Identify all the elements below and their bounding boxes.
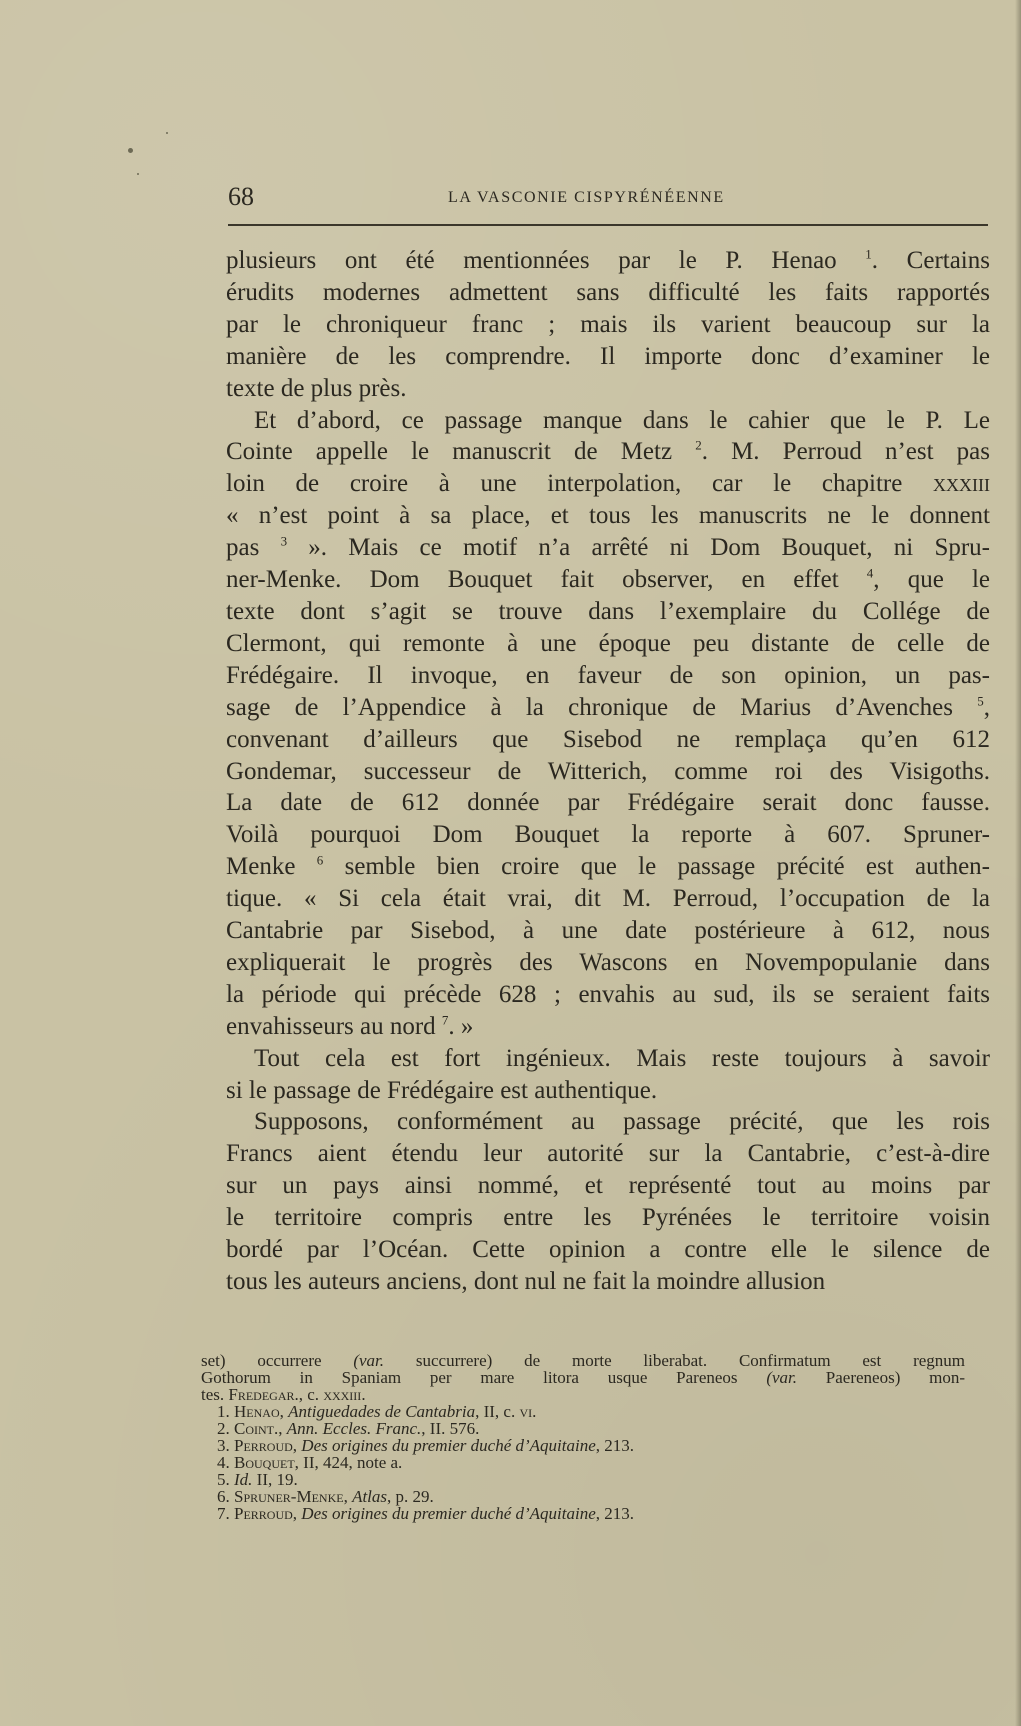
footnote-ref[interactable]: 7: [441, 1012, 449, 1028]
text-line: Menke $^6$ semble bien croire que le passage précité est authen-: [226, 852, 991, 881]
text-line: Frédégaire. Il invoque, en faveur de son opinion, un pas-: [226, 661, 990, 689]
footnote-title: Des origines du premier duché d’Aquitaine: [301, 1436, 596, 1455]
text-line: Cointe appelle le manuscrit de Metz $^2$. M. Perroud n’est pas: [226, 438, 990, 466]
footnote-1: 1. Henao, Antiguedades de Cantabria, II, c. vi.: [217, 1402, 537, 1421]
footnote-ref[interactable]: 3: [280, 533, 288, 549]
footnote-number: 5.: [217, 1470, 230, 1489]
text-line: Francs aient étendu leur autorité sur la Cantabrie, c’est-à-dire: [226, 1140, 990, 1168]
footnote-author: Spruner-Menke: [234, 1487, 344, 1506]
footnote-title: Des origines du premier duché d’Aquitaine: [301, 1504, 596, 1523]
footnote-author: Perroud: [234, 1436, 293, 1455]
paper-speck: [128, 148, 133, 153]
text-line: le territoire compris entre les Pyrénées le territoire voisin: [226, 1204, 990, 1232]
footnote-continuation-line: tes. Fredegar., c. xxxiii.: [201, 1385, 366, 1404]
footnote-number: 7.: [217, 1504, 230, 1523]
footnote-number: 6.: [217, 1487, 230, 1506]
text-line: texte de plus près.: [226, 374, 407, 402]
footnote-7: 7. Perroud, Des origines du premier duché d’Aquitaine, 213.: [217, 1504, 635, 1523]
footnote-title: Antiguedades de Cantabria: [288, 1402, 476, 1421]
text-line: tous les auteurs anciens, dont nul ne fait la moindre allusion: [226, 1268, 826, 1295]
text-line: « n’est point à sa place, et tous les manuscrits ne le donnent: [226, 502, 990, 530]
text-line: Supposons, conformément au passage précité, que les rois: [254, 1108, 990, 1136]
paragraph: [226, 245, 990, 405]
paragraph: [226, 405, 990, 1043]
footnote-number: 2.: [217, 1419, 230, 1438]
running-head: [228, 182, 988, 212]
footnote-author: Coint.: [234, 1419, 279, 1438]
text-line: manière de les comprendre. Il importe donc d’examiner le: [226, 342, 990, 370]
footnote-number: 3.: [217, 1436, 230, 1455]
footnote-ref[interactable]: 5: [977, 693, 984, 709]
text-line: sage de l’Appendice à la chronique de Marius d’Avenches $^5$,: [226, 693, 990, 721]
text-line: par le chroniqueur franc ; mais ils varient beaucoup sur la: [226, 310, 990, 338]
footnote-author: Bouquet: [234, 1453, 295, 1472]
text-line: sur un pays ainsi nommé, et représenté tout au moins par: [226, 1172, 990, 1200]
footnotes: [201, 1352, 965, 1522]
text-line: ner-Menke. Dom Bouquet fait observer, en effet $^4$, que le: [226, 565, 990, 594]
text-line: si le passage de Frédégaire est authentique.: [226, 1076, 658, 1104]
page-number: 68: [228, 182, 254, 211]
text-line: texte dont s’agit se trouve dans l’exemplaire du Collége de: [226, 597, 990, 625]
paragraph: [226, 1043, 990, 1107]
footnote-number: 4.: [217, 1453, 230, 1472]
footnote-title: Atlas: [352, 1487, 388, 1506]
text-line: plusieurs ont été mentionnées par le P. Henao $^1$. Certains: [226, 246, 990, 274]
footnote-ref[interactable]: 1: [865, 246, 872, 262]
paper-speck: [166, 132, 168, 134]
text-line: la période qui précède 628 ; envahis au sud, ils se seraient faits: [226, 980, 990, 1008]
text-line: Tout cela est fort ingénieux. Mais reste toujours à savoir: [254, 1044, 990, 1072]
text-line: envahisseurs au nord $^7$. »: [226, 1012, 474, 1040]
running-title: LA VASCONIE CISPYRÉNÉENNE: [448, 189, 725, 206]
footnote-author: Perroud: [234, 1504, 293, 1523]
footnote-ref[interactable]: 2: [695, 438, 702, 454]
text-line: bordé par l’Océan. Cette opinion a contre elle le silence de: [226, 1236, 990, 1264]
footnote-author: Henao: [234, 1402, 280, 1421]
text-line: tique. « Si cela était vrai, dit M. Perroud, l’occupation de la: [226, 885, 990, 913]
footnote-ref[interactable]: 4: [866, 565, 874, 581]
footnote-title: Id.: [234, 1470, 253, 1489]
text-line: loin de croire à une interpolation, car le chapitre xxxiii: [226, 470, 990, 498]
footnote-ref[interactable]: 6: [316, 852, 324, 868]
text-line: La date de 612 donnée par Frédégaire serait donc fausse.: [226, 789, 990, 817]
text-line: pas $^3$ ». Mais ce motif n’a arrêté ni Dom Bouquet, ni Spru-: [226, 533, 990, 562]
text-line: Gondemar, successeur de Witterich, comme roi des Visigoths.: [226, 757, 990, 785]
text-line: érudits modernes admettent sans difficulté les faits rapportés: [226, 278, 990, 306]
paragraph: [226, 1106, 990, 1297]
footnote-5: 5. Id. II, 19.: [217, 1470, 298, 1489]
body-text: [226, 245, 990, 1298]
text-line: expliquerait le progrès des Wascons en Novempopulanie dans: [226, 948, 990, 976]
text-line: Et d’abord, ce passage manque dans le cahier que le P. Le: [254, 406, 990, 434]
text-line: Cantabrie par Sisebod, à une date postérieure à 612, nous: [226, 917, 990, 945]
footnote-4: 4. Bouquet, II, 424, note a.: [217, 1453, 403, 1472]
text-line: Clermont, qui remonte à une époque peu distante de celle de: [226, 629, 990, 657]
paper-speck: [137, 173, 139, 175]
footnote-2: 2. Coint., Ann. Eccles. Franc., II. 576.: [217, 1419, 480, 1438]
text-line: Voilà pourquoi Dom Bouquet la reporte à 607. Spruner-: [226, 821, 990, 849]
header-rule: [228, 224, 988, 226]
footnote-title: Ann. Eccles. Franc.: [286, 1419, 422, 1438]
footnote-number: 1.: [217, 1402, 230, 1421]
page-edge-shadow: [1015, 0, 1021, 1726]
text-line: convenant d’ailleurs que Sisebod ne remplaça qu’en 612: [226, 725, 990, 753]
footnote-3: 3. Perroud, Des origines du premier duché d’Aquitaine, 213.: [217, 1436, 635, 1455]
footnote-6: 6. Spruner-Menke, Atlas, p. 29.: [217, 1487, 434, 1506]
footnote-continuation-line: Gothorum in Spaniam per mare litora usque Pareneos (var. Paereneos) mon-: [201, 1368, 966, 1387]
footnote-continuation-line: set) occurrere (var. succurrere) de morte liberabat. Confirmatum est regnum: [201, 1351, 965, 1370]
